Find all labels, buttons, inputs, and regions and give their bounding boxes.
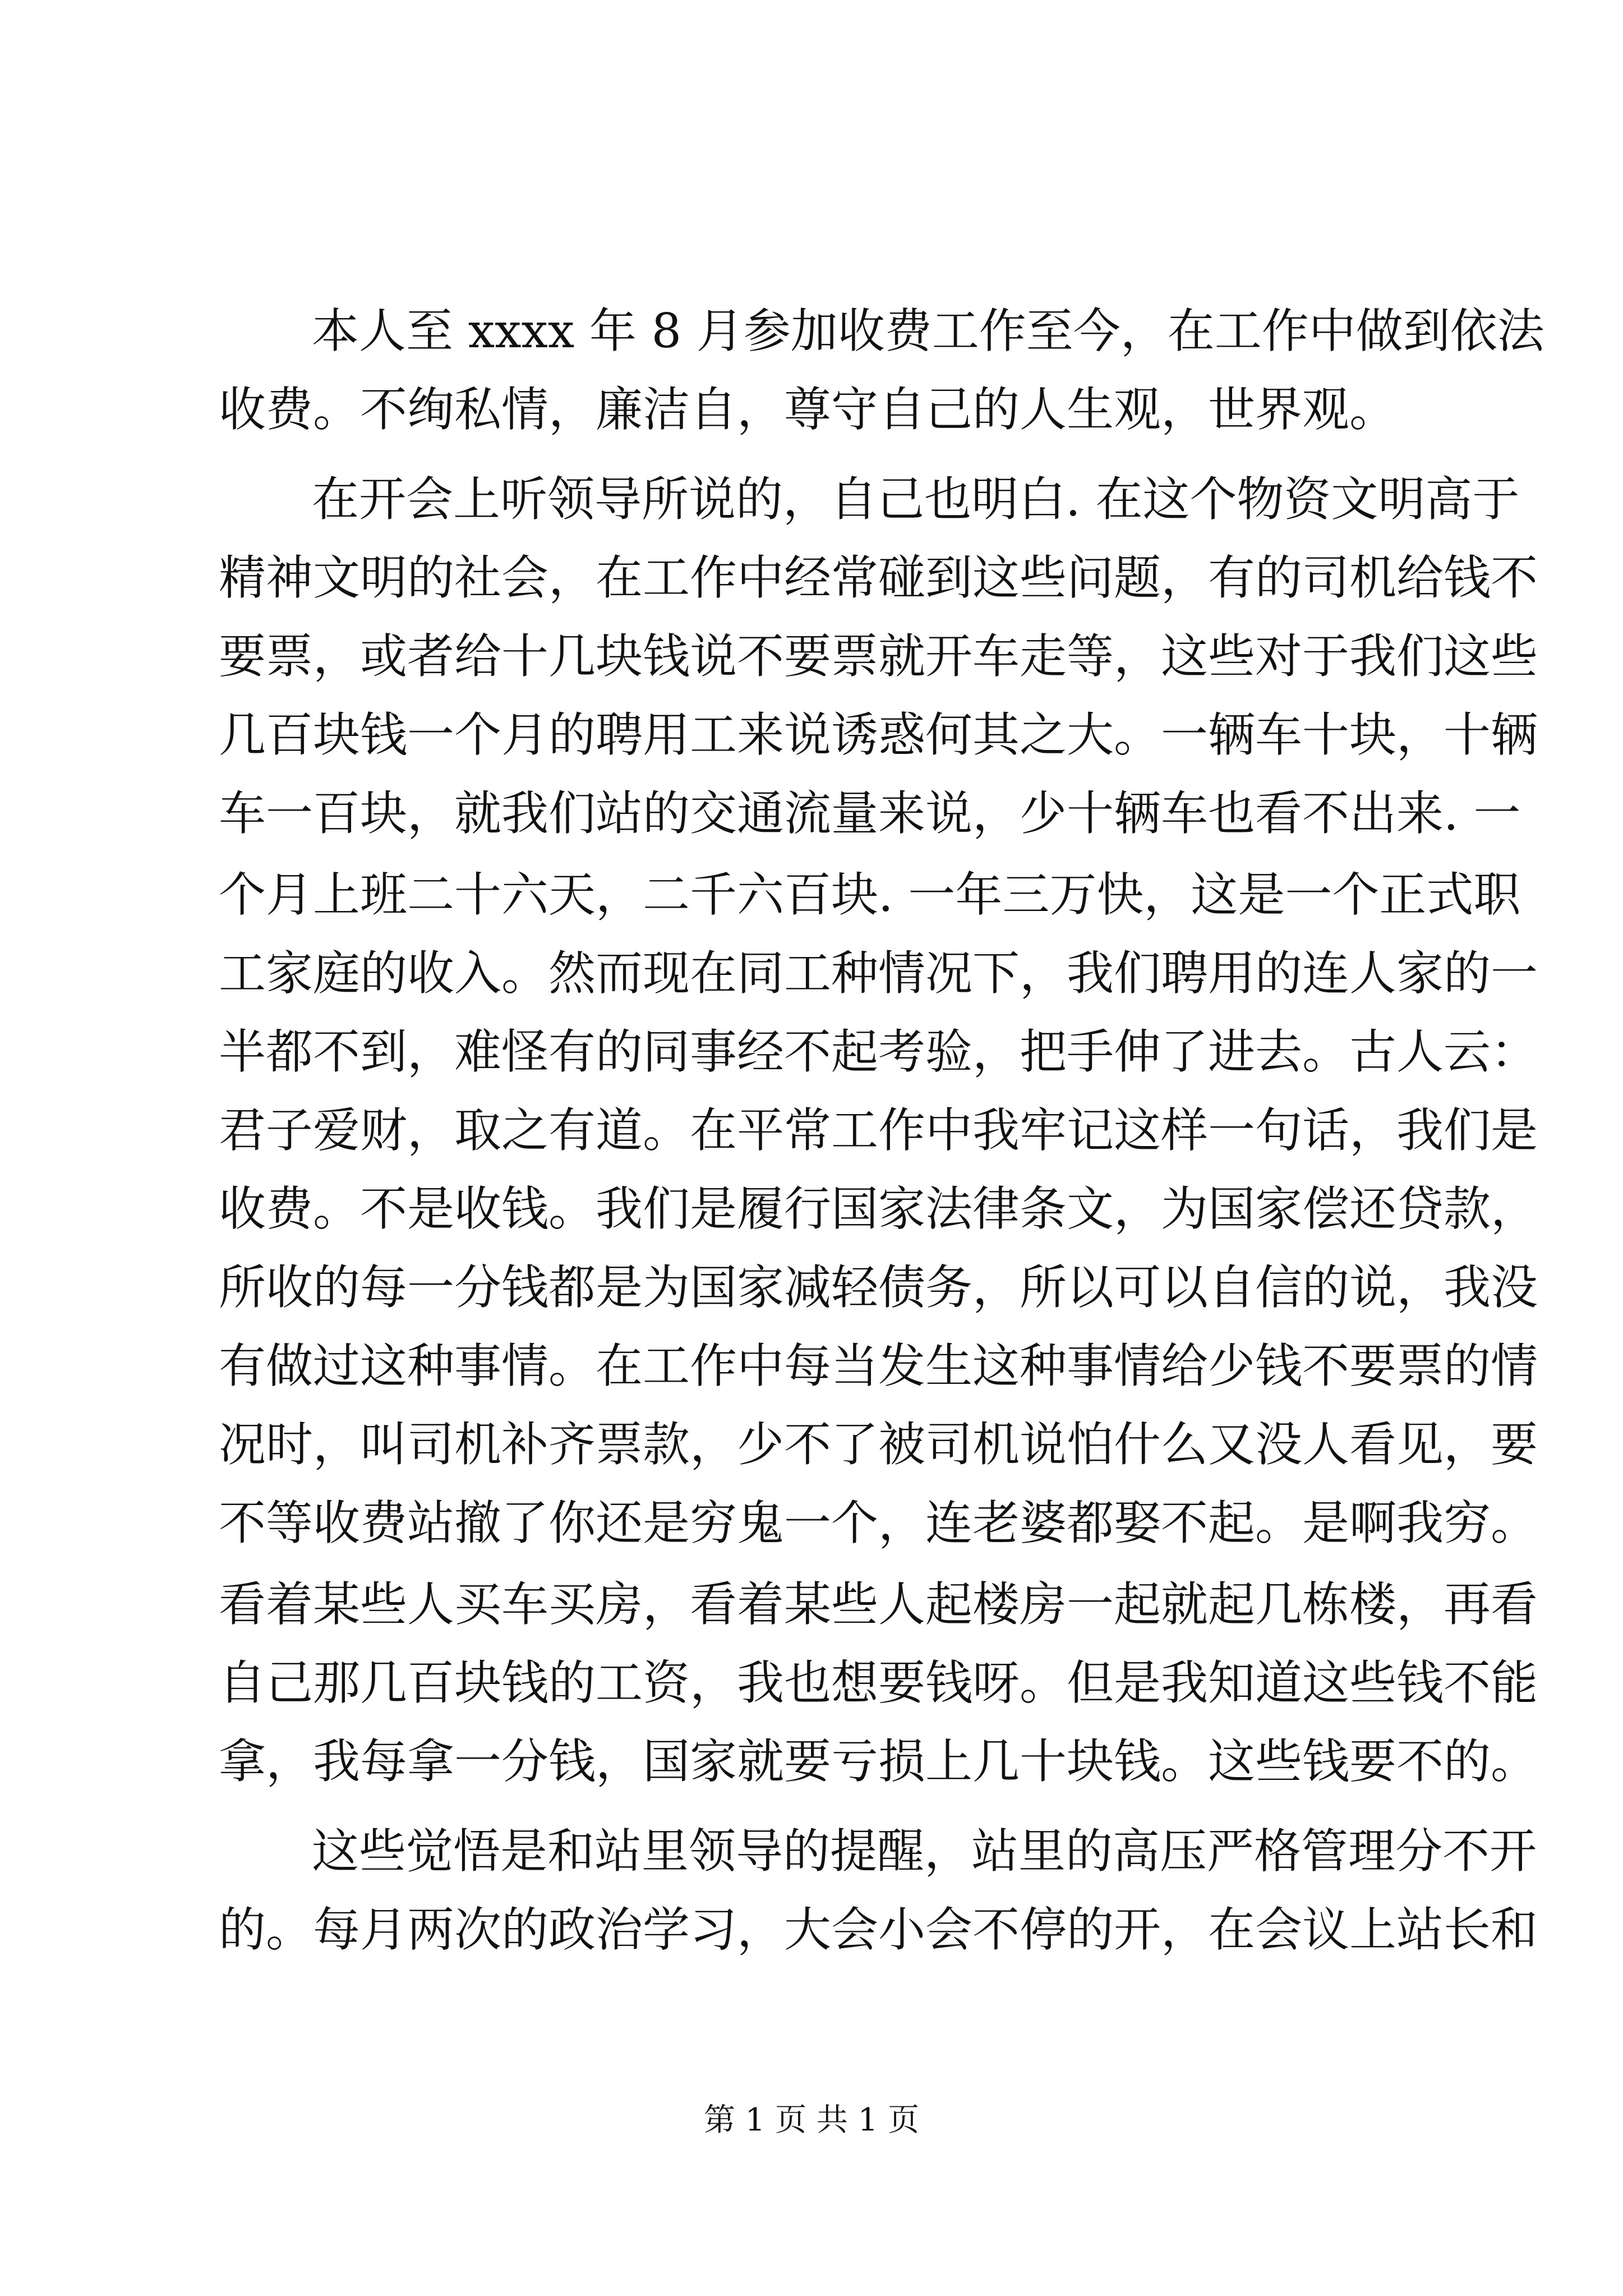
paragraph-2-line-17: 拿，我每拿一分钱，国家就要亏损上几十块钱。这些钱要不的。 xyxy=(219,1734,1538,1789)
paragraph-2-line-5: 车一百块，就我们站的交通流量来说，少十辆车也看不出来. 一 xyxy=(219,786,1521,841)
paragraph-2-line-10: 收费。不是收钱。我们是履行国家法律条文，为国家偿还贷款， xyxy=(219,1181,1538,1236)
paragraph-2-line-7: 工家庭的收入。然而现在同工种情况下，我们聘用的连人家的一 xyxy=(219,946,1538,1001)
paragraph-2-line-14: 不等收费站撤了你还是穷鬼一个，连老婆都娶不起。是啊我穷。 xyxy=(219,1496,1538,1550)
paragraph-2-line-6: 个月上班二十六天，二千六百块. 一年三万快，这是一个正式职 xyxy=(219,867,1521,922)
paragraph-2-line-15: 看着某些人买车买房，看着某些人起楼房一起就起几栋楼，再看 xyxy=(219,1577,1538,1632)
paragraph-3-line-2: 的。每月两次的政治学习，大会小会不停的开，在会议上站长和 xyxy=(219,1902,1538,1957)
paragraph-2-line-13: 况时，叫司机补齐票款，少不了被司机说怕什么又没人看见，要 xyxy=(219,1417,1538,1472)
paragraph-2-line-8: 半都不到，难怪有的同事经不起考验，把手伸了进去。古人云： xyxy=(219,1024,1538,1079)
paragraph-2-line-4: 几百块钱一个月的聘用工来说诱惑何其之大。一辆车十块，十辆 xyxy=(219,707,1538,762)
paragraph-2-line-11: 所收的每一分钱都是为国家减轻债务，所以可以自信的说，我没 xyxy=(219,1260,1538,1315)
paragraph-2-line-1: 在开会上听领导所说的，自己也明白. 在这个物资文明高于 xyxy=(312,472,1520,527)
paragraph-2-line-2: 精神文明的社会，在工作中经常碰到这些问题，有的司机给钱不 xyxy=(219,550,1538,605)
paragraph-2-line-16: 自己那几百块钱的工资，我也想要钱呀。但是我知道这些钱不能 xyxy=(219,1655,1538,1710)
paragraph-3-line-1: 这些觉悟是和站里领导的提醒，站里的高压严格管理分不开 xyxy=(312,1824,1537,1879)
page-number-footer: 第 1 页 共 1 页 xyxy=(703,2102,920,2138)
paragraph-2-line-9: 君子爱财，取之有道。在平常工作中我牢记这样一句话，我们是 xyxy=(219,1103,1538,1158)
paragraph-2-line-3: 要票，或者给十几块钱说不要票就开车走等，这些对于我们这些 xyxy=(219,629,1538,684)
paragraph-2-line-12: 有做过这种事情。在工作中每当发生这种事情给少钱不要票的情 xyxy=(219,1338,1538,1393)
paragraph-1-line-1: 本人至 xxxx 年 8 月参加收费工作至今，在工作中做到依法 xyxy=(312,303,1544,358)
paragraph-1-line-2: 收费。不绚私情，廉洁自，尊守自己的人生观，世界观。 xyxy=(219,382,1397,437)
